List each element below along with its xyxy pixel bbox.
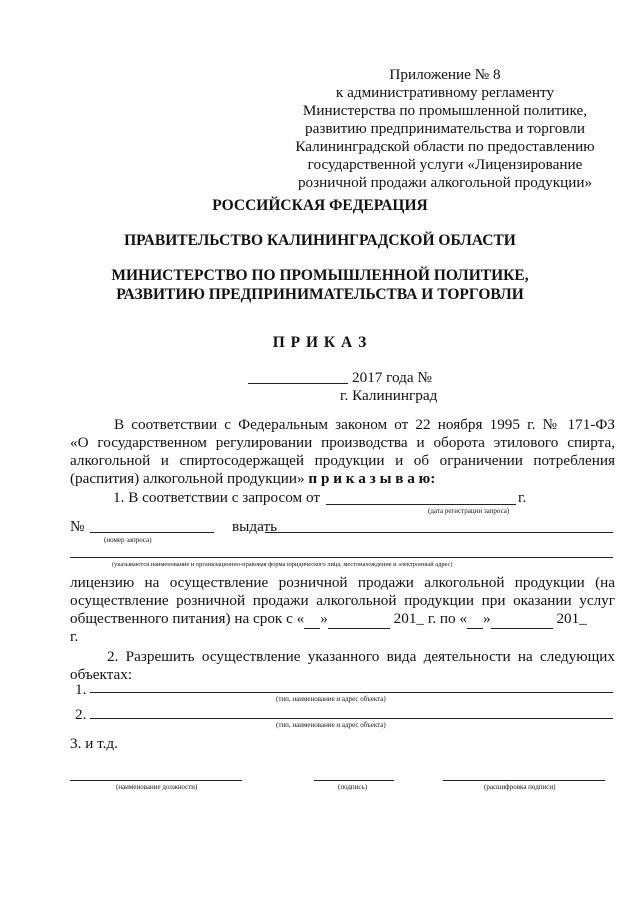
request-number-line (90, 532, 214, 533)
position-line (70, 780, 242, 781)
decode-line (443, 780, 605, 781)
preamble-line: В соответствии с Федеральным законом от 22 ноября 1995 г. № 171-ФЗ (114, 416, 615, 433)
object-line (90, 692, 613, 693)
recipient-line (265, 532, 613, 533)
object-number: 1. (75, 681, 87, 698)
caption-object: (тип, наименование и адрес объекта) (276, 695, 386, 703)
license-line: осуществление розничной продажи алкогольной продукции при оказании услуг (70, 592, 615, 609)
caption-signature: (подпись) (338, 783, 368, 791)
date-request-line (326, 504, 516, 505)
license-term-text: 201_ (556, 610, 587, 627)
appendix-line: розничной продажи алкогольной продукции» (297, 174, 593, 191)
issue-text: выдать (232, 518, 278, 535)
org-line (70, 557, 613, 558)
caption-number: (номер запроса) (104, 536, 152, 544)
item2-text: объектах: (70, 666, 133, 683)
month-to-blank (491, 610, 553, 629)
appendix-title: Приложение № 8 (389, 66, 501, 83)
heading-government: ПРАВИТЕЛЬСТВО КАЛИНИНГРАДСКОЙ ОБЛАСТИ (124, 232, 516, 249)
appendix-line: развитию предпринимательства и торговли (305, 120, 585, 137)
heading-country: РОССИЙСКАЯ ФЕДЕРАЦИЯ (212, 197, 428, 214)
heading-ministry: МИНИСТЕРСТВО ПО ПРОМЫШЛЕННОЙ ПОЛИТИКЕ, (111, 267, 529, 284)
order-word: п р и к а з ы в а ю (308, 470, 431, 487)
license-term-line (70, 610, 587, 629)
signature-line (314, 780, 394, 781)
object-line (90, 718, 613, 719)
order-colon: : (430, 470, 436, 487)
license-term-text: » (483, 610, 491, 627)
appendix-line: Калининградской области по предоставлению (295, 138, 595, 155)
preamble-line: алкогольной и спиртосодержащей продукции и об ограничении потребления (70, 452, 615, 469)
preamble-line: «О государственном регулировании производства и оборота этилового спирта, (70, 434, 615, 451)
item1-g: г. (518, 489, 527, 506)
caption-org: (указываются наименование и организационно-правовая форма юридического лица, местонахождение и электронный адрес) (112, 561, 453, 568)
caption-position: (наименование должности) (116, 783, 198, 791)
license-line: лицензию на осуществление розничной продажи алкогольной продукции (на (70, 574, 615, 591)
date-blank-line (248, 383, 348, 384)
month-from-blank (328, 610, 390, 629)
license-term-text: 201_ г. по « (393, 610, 468, 627)
day-from-blank (304, 610, 320, 629)
object-etc: 3. и т.д. (70, 735, 118, 752)
city-text: г. Калининград (340, 387, 438, 404)
license-term-text: общественного питания) на срок с « (70, 610, 305, 627)
heading-order: П Р И К А З (272, 334, 368, 351)
license-term-text: » (320, 610, 328, 627)
license-line: г. (70, 628, 79, 645)
date-year-text: 2017 года № (352, 369, 432, 386)
object-number: 2. (75, 706, 87, 723)
caption-object: (тип, наименование и адрес объекта) (276, 721, 386, 729)
item2-text: 2. Разрешить осуществление указанного вида деятельности на следующих (107, 648, 615, 665)
day-to-blank (467, 610, 483, 629)
heading-ministry: РАЗВИТИЮ ПРЕДПРИНИМАТЕЛЬСТВА И ТОРГОВЛИ (116, 286, 524, 303)
number-sign: № (70, 518, 85, 535)
caption-date: (дата регистрации запроса) (428, 507, 510, 515)
preamble-line (70, 470, 435, 488)
appendix-line: к административному регламенту (335, 84, 555, 101)
caption-decode: (расшифровка подписи) (484, 783, 556, 791)
appendix-line: государственной услуги «Лицензирование (307, 156, 583, 173)
appendix-line: Министерства по промышленной политике, (302, 102, 588, 119)
item1-text: 1. В соответствии с запросом от (113, 489, 320, 506)
preamble-text: (распития) алкогольной продукции» (70, 470, 305, 487)
